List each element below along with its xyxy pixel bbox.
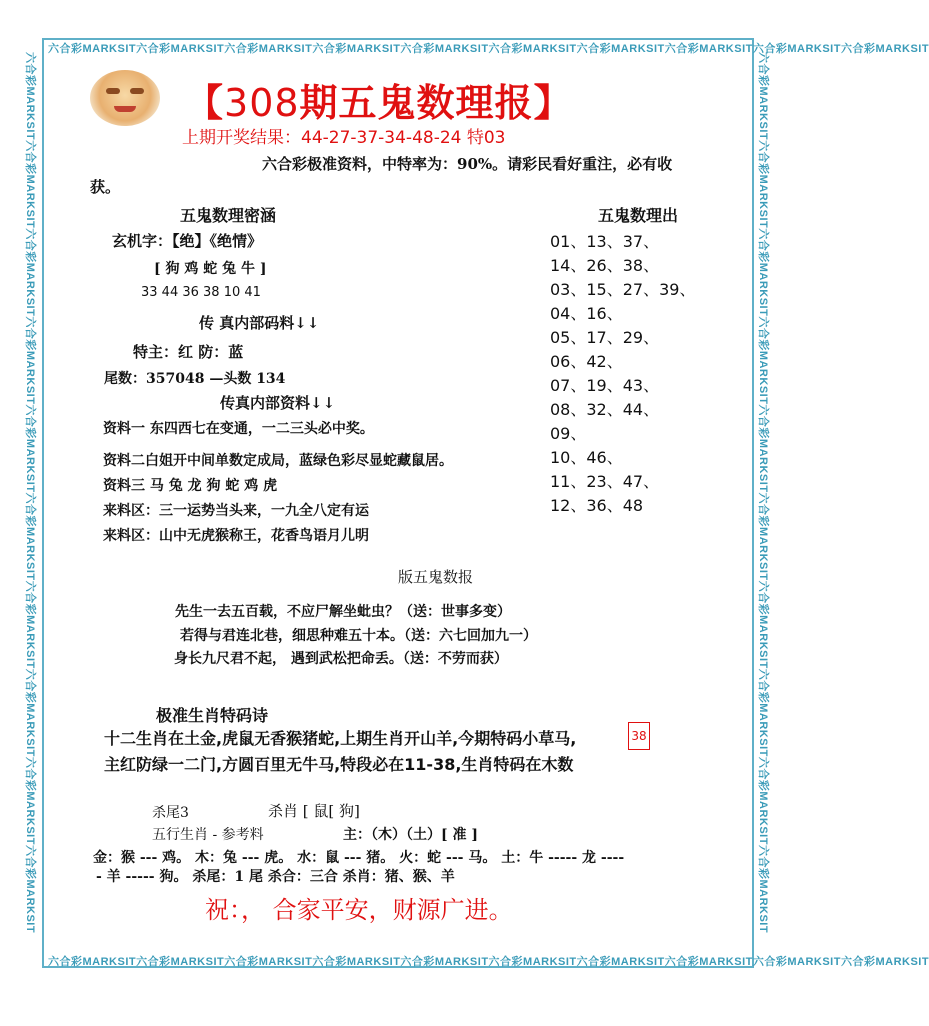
page-title xyxy=(185,72,573,127)
intro-line-2: 获。 xyxy=(90,178,121,196)
number-row: 07、19、43、 xyxy=(550,376,660,395)
sha-wei: 杀尾3 xyxy=(152,805,189,821)
weishu-text: 尾数：357048 —头数 134 xyxy=(104,371,286,387)
sha-xiao: 杀肖 [ 鼠[ 狗] xyxy=(268,802,360,820)
riddle-1: 先生一去五百载，不应尸解坐蚍虫？（送：世事多变） xyxy=(175,604,511,620)
number-row: 01、13、37、 xyxy=(550,232,660,251)
number-row: 06、42、 xyxy=(550,352,623,371)
number-row: 09、 xyxy=(550,424,587,443)
last-result: 上期开奖结果：44-27-37-34-48-24 特03 xyxy=(182,128,506,148)
section-title: 版五鬼数报 xyxy=(398,568,474,586)
intro-line-1: 六合彩极准资料，中特率为：90%。请彩民看好重注，必有收 xyxy=(262,155,673,173)
tezhu-text: 特主：红 防：蓝 xyxy=(133,343,244,361)
issue-number: 308 xyxy=(224,81,300,125)
poem-heading: 极准生肖特码诗 xyxy=(156,706,269,725)
ziliao-3: 资料三 马 兔 龙 狗 蛇 鸡 虎 xyxy=(103,478,278,494)
poem-line-2: 主红防绿一二门,方圆百里无牛马,特段必在11-38,生肖特码在木数 xyxy=(104,755,574,774)
border-watermark-right: 六合彩MARKSIT六合彩MARKSIT六合彩MARKSIT六合彩MARKSIT六合彩MARKSIT六合彩MARKSIT六合彩MARKSIT六合彩MARKSIT六合彩MARKSIT六合彩MARKSIT xyxy=(757,52,769,934)
number-list xyxy=(550,230,695,518)
border-watermark-top: 六合彩MARKSIT六合彩MARKSIT六合彩MARKSIT六合彩MARKSIT六合彩MARKSIT六合彩MARKSIT六合彩MARKSIT六合彩MARKSIT六合彩MARKSIT六合彩MARKSIT xyxy=(48,43,929,55)
fax-heading-1: 传 真内部码料↓↓ xyxy=(199,314,320,332)
number-row: 10、46、 xyxy=(550,448,623,467)
number-row: 05、17、29、 xyxy=(550,328,660,347)
number-row: 11、23、47、 xyxy=(550,472,660,491)
wuxing-label: 五行生肖 - 参考料 xyxy=(152,827,264,843)
laiqu-1: 来料区：三一运势当头来，一九全八定有运 xyxy=(103,503,369,519)
animals-list: [ 狗 鸡 蛇 兔 牛 ] xyxy=(154,261,267,277)
poem-line-1: 十二生肖在土金,虎鼠无香猴猪蛇,上期生肖开山羊,今期特码小草马, xyxy=(104,729,577,748)
border-watermark-bottom: 六合彩MARKSIT六合彩MARKSIT六合彩MARKSIT六合彩MARKSIT六合彩MARKSIT六合彩MARKSIT六合彩MARKSIT六合彩MARKSIT六合彩MARKSIT六合彩MARKSIT xyxy=(48,956,929,968)
fax-heading-2: 传真内部资料↓↓ xyxy=(220,394,336,412)
number-row: 04、16、 xyxy=(550,304,623,323)
title-bracket-close: 】 xyxy=(533,81,573,125)
portrait-avatar xyxy=(90,70,160,126)
left-heading: 五鬼数理密涵 xyxy=(180,206,277,225)
number-row: 12、36、48 xyxy=(550,496,644,515)
number-row: 14、26、38、 xyxy=(550,256,660,275)
right-heading: 五鬼数理出 xyxy=(598,206,679,225)
ziliao-2: 资料二白姐开中间单数定成局，蓝绿色彩尽显蛇藏鼠居。 xyxy=(103,453,453,469)
riddle-3: 身长九尺君不起， 遇到武松把命丢。（送：不劳而获） xyxy=(174,651,508,667)
border-watermark-left: 六合彩MARKSIT六合彩MARKSIT六合彩MARKSIT六合彩MARKSIT六合彩MARKSIT六合彩MARKSIT六合彩MARKSIT六合彩MARKSIT六合彩MARKSIT六合彩MARKSIT xyxy=(24,52,36,934)
wuxing-main: 主：（木）（土）[ 准 ] xyxy=(343,827,478,843)
elements-line-2: - 羊 ----- 狗。 杀尾：1 尾 杀合：三合 杀肖：猪、猴、羊 xyxy=(96,869,455,885)
elements-line-1: 金：猴 --- 鸡。 木：兔 --- 虎。 水：鼠 --- 猪。 火：蛇 --- 马。 土：牛 ----- 龙 ---- xyxy=(93,850,625,866)
number-row: 03、15、27、39、 xyxy=(550,280,696,299)
title-bracket-open: 【 xyxy=(185,81,225,125)
title-text: 期五鬼数理报 xyxy=(299,81,534,125)
xuanji-text: 玄机字：【绝】《绝情》 xyxy=(112,232,263,250)
red-stamp: 38 xyxy=(628,722,650,750)
blessing: 祝：， 合家平安，财源广进。 xyxy=(205,896,513,924)
number-row: 08、32、44、 xyxy=(550,400,660,419)
numbers-list: 33 44 36 38 10 41 xyxy=(141,285,261,300)
laiqu-2: 来料区：山中无虎猴称王，花香鸟语月儿明 xyxy=(103,528,369,544)
ziliao-1: 资料一 东四西七在变通，一二三头必中奖。 xyxy=(103,421,374,437)
riddle-2: 若得与君连北巷，细思种难五十本。（送：六七回加九一） xyxy=(180,628,537,644)
